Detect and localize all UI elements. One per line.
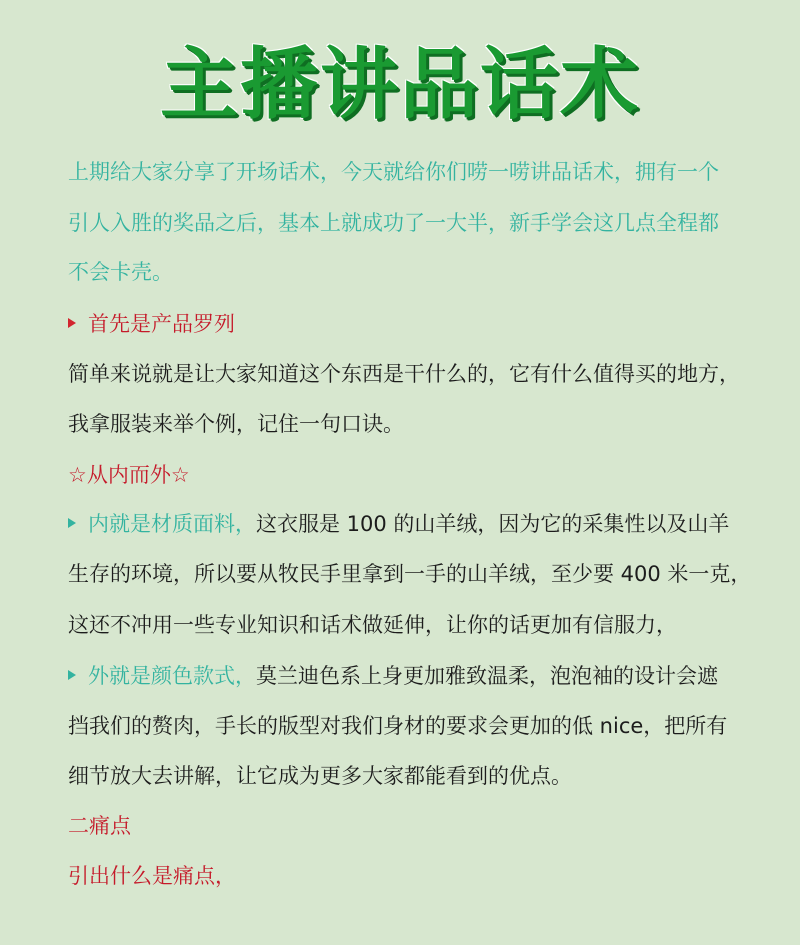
section-1-body-line-2: 我拿服装来举个例，记住一句口诀。 — [68, 412, 404, 436]
outer-label: 外就是颜色款式， — [88, 664, 256, 688]
outer-line-2: 挡我们的赘肉，手长的版型对我们身材的要求会更加的低 nice，把所有 — [68, 714, 728, 738]
inner-line-3: 这还不冲用一些专业知识和话术做延伸，让你的话更加有信服力， — [68, 613, 677, 637]
section-1-heading-row — [68, 300, 778, 348]
triangle-right-icon — [68, 318, 76, 328]
intro-line-3: 不会卡壳。 — [68, 260, 173, 284]
section-1-body-line-1: 简单来说就是让大家知道这个东西是干什么的，它有什么值得买的地方， — [68, 362, 740, 386]
intro-line-1: 上期给大家分享了开场话术，今天就给你们唠一唠讲品话术，拥有一个 — [68, 160, 719, 184]
triangle-right-icon — [68, 670, 76, 680]
inner-line-2: 生存的环境，所以要从牧民手里拿到一手的山羊绒，至少要 400 米一克， — [68, 562, 752, 586]
motto-text: ☆从内而外☆ — [68, 463, 190, 487]
section-2-heading: 二痛点 — [68, 814, 131, 838]
section-2-line-1: 引出什么是痛点， — [68, 864, 236, 888]
triangle-right-icon — [68, 518, 76, 528]
intro-line-2: 引人入胜的奖品之后，基本上就成功了一大半，新手学会这几点全程都 — [68, 211, 719, 235]
inner-label: 内就是材质面料， — [88, 512, 256, 536]
section-1-heading: 首先是产品罗列 — [88, 312, 235, 336]
inner-line-1 — [68, 500, 778, 548]
page-title: 主播讲品话术 — [159, 40, 640, 130]
inner-line-1-text: 这衣服是 100 的山羊绒，因为它的采集性以及山羊 — [256, 512, 730, 536]
outer-line-3: 细节放大去讲解，让它成为更多大家都能看到的优点。 — [68, 764, 572, 788]
outer-line-1-text: 莫兰迪色系上身更加雅致温柔，泡泡袖的设计会遮 — [256, 664, 718, 688]
outer-line-1 — [68, 652, 778, 700]
